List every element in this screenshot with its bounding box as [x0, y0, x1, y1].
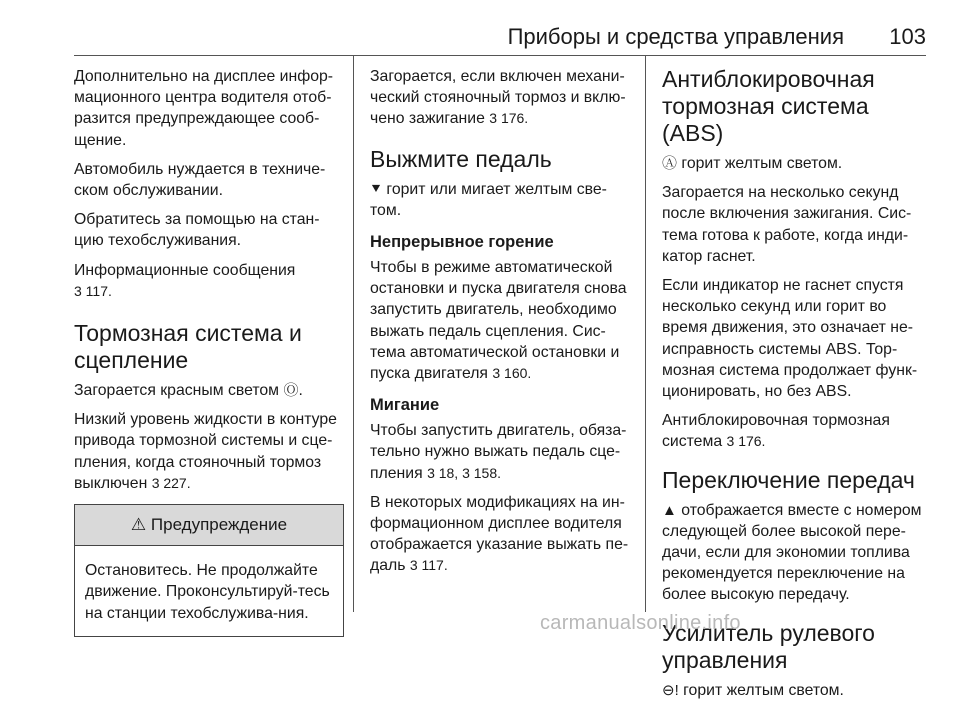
section-heading-steering: Усилитель рулевого управления	[662, 619, 875, 673]
warning-header	[75, 505, 343, 546]
paragraph: Дополнительно на дисплее инфор-мационного центра водителя отоб-разится предупреждающее сооб-щение.	[74, 68, 334, 149]
brake-warning-icon: Ⓞ	[283, 382, 299, 400]
subheading-steady: Непрерывное горение	[370, 233, 554, 252]
section-heading-brake: Тормозная система и сцепление	[74, 320, 302, 374]
paragraph-text: горит желтым светом.	[683, 681, 844, 699]
section-heading-gear: Переключение передач	[662, 466, 915, 493]
upshift-arrow-icon: ▲	[662, 501, 677, 519]
paragraph-text: Загорается красным светом	[74, 382, 280, 400]
paragraph: Обратитесь за помощью на стан-цию техобслуживания.	[74, 211, 320, 250]
page-number: 103	[889, 24, 926, 49]
page-reference-link[interactable]: 3 176.	[726, 433, 766, 450]
paragraph-text: Антиблокировочная тормозная система	[662, 412, 890, 451]
paragraph	[74, 409, 344, 494]
page-reference-link[interactable]: 3 160.	[492, 365, 532, 382]
page-reference-link[interactable]: 3 227.	[151, 474, 191, 491]
paragraph-text: Информационные сообщения	[74, 261, 296, 279]
paragraph	[662, 680, 928, 701]
page-title: Приборы и средства управления	[507, 24, 844, 49]
paragraph	[370, 179, 636, 221]
paragraph: Если индикатор не гаснет спустя несколько секунд или горит во время движения, это означает не-исправность системы ABS. Тор-мозная система продолжает функ-ционировать, но без ABS.	[662, 277, 918, 401]
column-divider-1	[353, 56, 354, 612]
paragraph-text: Чтобы в режиме автоматической остановки и пуска двигателя снова запустить двигатель, необходимо выжать педаль сцепления. Сис-тема автоматической остановки и пуска двигателя	[370, 259, 627, 383]
paragraph-text: отображается вместе с номером следующей более высокой пере-дачи, если для экономии топлива рекомендуется переключение на более высокую передачу.	[662, 501, 922, 604]
paragraph-text: Чтобы запустить двигатель, обяза-тельно нужно выжать педаль сце-пления	[370, 422, 627, 482]
page-reference-link[interactable]: 3 18, 3 158.	[427, 464, 502, 481]
section-heading-clutch: Выжмите педаль	[370, 145, 552, 172]
page-reference-link[interactable]: 3 117.	[74, 282, 112, 299]
paragraph	[662, 153, 928, 174]
paragraph	[370, 66, 636, 130]
paragraph	[662, 410, 928, 452]
paragraph-text: В некоторых модификациях на ин-формационном дисплее водителя отображается указание выжать пе-даль	[370, 493, 629, 575]
paragraph-text: Загорается, если включен механи-ческий стояночный тормоз и вклю-чено зажигание	[370, 68, 626, 128]
paragraph-text: Низкий уровень жидкости в контуре привода тормозной системы и сце-пления, когда стояночный тормоз выключен	[74, 411, 337, 492]
paragraph	[370, 257, 636, 384]
warning-title: Предупреждение	[150, 515, 288, 535]
page-reference-link[interactable]: 3 117.	[409, 557, 448, 574]
column-2	[370, 66, 636, 585]
watermark: carmanualsonline.info	[540, 612, 741, 634]
warning-text: Остановитесь. Не продолжайте движение. Проконсультируй-тесь на станции техобслужива-ния.	[85, 562, 330, 622]
paragraph: Загорается красным светом Ⓞ.	[74, 380, 344, 401]
abs-icon: Ⓐ	[662, 155, 678, 172]
paragraph: Автомобиль нуждается в техниче-ском обслуживании.	[74, 160, 326, 200]
header-divider	[74, 55, 926, 56]
paragraph-text: горит желтым светом.	[681, 155, 843, 172]
steering-warning-icon: ⊖!	[662, 681, 679, 699]
column-1	[74, 66, 344, 637]
clutch-pedal-icon: ⯆	[370, 180, 383, 198]
section-heading-abs: Антиблокировочная тормозная система (ABS)	[662, 66, 875, 146]
warning-triangle-icon: ⚠	[130, 515, 147, 535]
warning-box	[74, 504, 344, 637]
paragraph	[662, 500, 928, 606]
subheading-blink: Мигание	[370, 396, 440, 415]
paragraph: Загорается на несколько секунд после включения зажигания. Сис-тема готова к работе, когда инди-катор гаснет.	[662, 184, 912, 265]
paragraph	[370, 420, 636, 484]
column-divider-2	[645, 56, 646, 612]
paragraph	[370, 492, 636, 577]
page-reference-link[interactable]: 3 176.	[489, 110, 529, 127]
paragraph	[74, 260, 344, 302]
paragraph-text: горит или мигает желтым све-том.	[370, 180, 607, 219]
